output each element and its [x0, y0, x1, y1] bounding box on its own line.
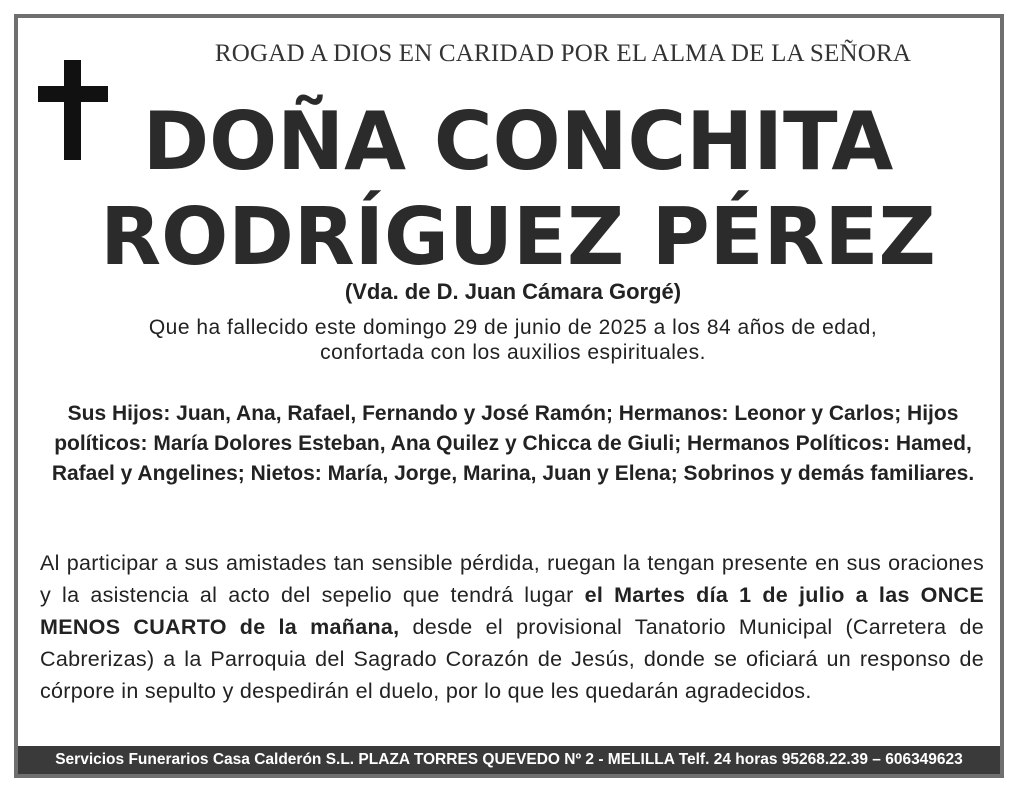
announcement-date-time: el Martes día 1 de julio a las ONCE MENOS CUARTO de la mañana,: [40, 583, 984, 639]
deceased-name-line2: RODRÍGUEZ PÉREZ: [100, 191, 936, 283]
family-list: Sus Hijos: Juan, Ana, Rafael, Fernando y José Ramón; Hermanos: Leonor y Carlos; Hijos políticos: María Dolores Esteban, Ana Quilez y Chicca de Giuli; Hermanos Políticos: Hamed, Rafael y Angelines; Nietos: María, Jorge, Marina, Juan y Elena; Sobrinos y demás familiares.: [51, 402, 975, 485]
funeral-home-footer: Servicios Funerarios Casa Calderón S.L. PLAZA TORRES QUEVEDO Nº 2 - MELILLA Telf. 24 horas 95268.22.39 – 606349623: [18, 746, 1000, 774]
death-notice: [38, 315, 988, 365]
widow-of-text: (Vda. de D. Juan Cámara Gorgé): [344, 279, 682, 304]
funeral-announcement: [40, 547, 984, 707]
obituary-frame: [14, 14, 1004, 778]
announcement-text-part2: desde el provisional Tanatorio Municipal (Carretera de Cabrerizas) a la Parroquia del Sagrado Corazón de Jesús, donde se oficiará un responso de córpore in sepulto y despedirán el duelo, por lo que les quedarán agradecidos.: [40, 615, 984, 703]
death-notice-line1: Que ha fallecido este domingo 29 de junio de 2025 a los 84 años de edad,: [148, 316, 878, 339]
prayer-heading: ROGAD A DIOS EN CARIDAD POR EL ALMA DE LA SEÑORA: [214, 40, 912, 67]
death-notice-line2: confortada con los auxilios espirituales.: [320, 341, 706, 364]
announcement-text-part1: Al participar a sus amistades tan sensible pérdida, ruegan la tengan presente en sus oraciones y la asistencia al acto del sepelio que tendrá lugar: [40, 551, 984, 607]
deceased-name-line1: DOÑA CONCHITA: [142, 95, 894, 188]
